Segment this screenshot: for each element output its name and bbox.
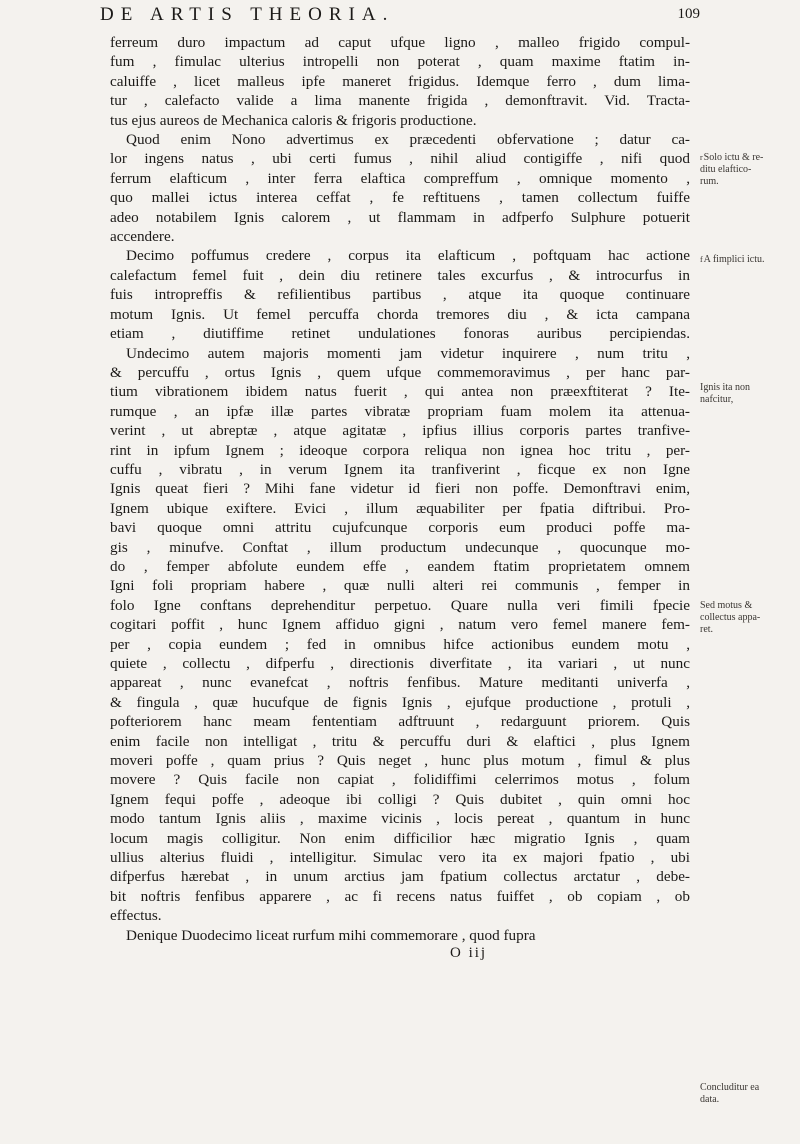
signature-mark: O iij <box>450 945 488 962</box>
text-line: appareat , nunc evanefcat , noftris fenfibus. Mature meditanti univerfa , <box>110 674 690 692</box>
marginal-note-line: data. <box>700 1094 720 1105</box>
marginal-note-line: Solo ictu & re- <box>703 152 764 163</box>
text-line: Undecimo autem majoris momenti jam videtur inquirere , num tritu , <box>126 344 690 362</box>
marginal-note-line: ret. <box>700 624 714 635</box>
text-line: locum magis colligitur. Non enim difficilior hæc migratio Ignis , quam <box>110 829 690 847</box>
text-line: moveri poffe , quam prius ? Quis neget , hunc plus motum , fimul & plus <box>110 752 690 770</box>
marginal-note-line: nafcitur, <box>700 394 734 405</box>
text-line: modo tantum Ignis aliis , maxime vicinis , locis pereat , quantum in hunc <box>110 810 690 828</box>
running-head <box>100 4 700 34</box>
text-line: adeo notabilem Ignis calorem , ut flammam in adfperfo Sulphure potuerit <box>110 208 690 226</box>
page-number: 109 <box>677 6 700 22</box>
marginal-note-line: A fimplici ictu. <box>703 254 765 265</box>
text-line: tus ejus aureos de Mechanica caloris & frigoris productione. <box>110 111 477 129</box>
marginal-note-line: Ignis ita non <box>700 382 750 393</box>
text-line: etiam , diutiffime retinet undulationes fonoras auribus percipiendas. <box>110 325 690 343</box>
marginal-note <box>700 382 798 406</box>
text-line: lor ingens natus , ubi certi fumus , nihil aliud contigiffe , nifi quod <box>110 150 690 168</box>
text-line: & fingula , quæ hucufque de fignis Ignis , ejufque productione , protuli , <box>110 693 690 711</box>
text-line: pofteriorem hanc meam fententiam adftruunt , redarguunt priorem. Quis <box>110 713 690 731</box>
text-line: bavi quoque omni attritu cujufcunque corporis eum produci poffe ma- <box>110 519 690 537</box>
text-line: effectus. <box>110 907 162 925</box>
text-line: cogitari poffit , hunc Ignem affiduo gigni , natum vero femel manere fem- <box>110 616 690 634</box>
text-line: difperfus hærebat , in unum arctius jam fpatium collectus arctatur , debe- <box>110 868 690 886</box>
text-line: Decimo poffumus credere , corpus ita elafticum , poftquam hac actione <box>126 247 690 265</box>
text-line: motum Ignis. Ut femel percuffa chorda tremores diu , & icta campana <box>110 305 690 323</box>
text-line: verint , ut abreptæ , atque agitatæ , ipfius illius corporis partes tranfive- <box>110 422 690 440</box>
text-line: Quod enim Nono advertimus ex præcedenti obfervatione ; datur ca- <box>126 131 690 149</box>
text-line: per , copia eundem ; fed in omnibus hifce actionibus eundem motu , <box>110 635 690 653</box>
marginal-note-line: rum. <box>700 176 719 187</box>
text-line: rint in ipfum Ignem ; ideoque corpora reliqua non ignea hoc tritu , per- <box>110 441 690 459</box>
marginal-notes <box>700 0 798 1144</box>
text-line: accendere. <box>110 228 175 246</box>
text-line: gis , minufve. Conftat , illum productum undecunque , quocunque mo- <box>110 538 690 556</box>
signature-row <box>110 945 690 965</box>
text-line: bit noftris fenfibus apparere , ac fi recens natus fuiffet , ob copiam , ob <box>110 887 690 905</box>
marginal-note <box>700 254 798 266</box>
text-line: enim facile non intelligat , tritu & percuffu duri & elaftici , plus Ignem <box>110 732 690 750</box>
marginal-note <box>700 152 798 188</box>
text-line: caluiffe , licet malleus ipfe maneret frigidus. Idemque ferro , dum lima- <box>110 72 690 90</box>
text-line: Ignem ubique exiftere. Evici , illum æquabiliter per fpatia diftribui. Pro- <box>110 499 690 517</box>
text-line: folo Igne conftans deprehenditur perpetuo. Quare nulla veri fimili fpecie <box>110 596 690 614</box>
text-line: rumque , an ipfæ illæ partes vibratæ propriam fuam molem ita attenua- <box>110 402 690 420</box>
text-line: Ignis queat fieri ? Mihi fane videtur id fieri non poffe. Demonftravi enim, <box>110 480 690 498</box>
text-line: do , femper abfolute eundem effe , eandem ftatim proprietatem omnem <box>110 557 690 575</box>
running-title: DE ARTIS THEORIA. <box>100 4 395 25</box>
text-line: ullius alterius fluidi , intelligitur. Simulac vero ita ex majori fpatio , ubi <box>110 849 690 867</box>
text-line: ferrum elafticum , inter ferra elaftica compreffum , omnique momento , <box>110 169 690 187</box>
marginal-note-line: Sed motus & <box>700 600 753 611</box>
text-line: & percuffu , ortus Ignis , quem ufque commemoravimus , per hanc par- <box>110 363 690 381</box>
text-line: tur , calefacto valide a lima manente frigida , demonftravit. Vid. Tracta- <box>110 92 690 110</box>
marginal-note-line: ditu elaftico- <box>700 164 752 175</box>
marginal-note <box>700 600 798 636</box>
text-line: fum , fimulac ulterius intropelli non poterat , quam maxime ftatim in- <box>110 53 690 71</box>
body-text <box>110 33 690 965</box>
text-line: Ignem fequi poffe , adeoque ibi colligi ? Quis dubitet , quin omni hoc <box>110 790 690 808</box>
marginal-note-line: collectus appa- <box>700 612 761 623</box>
text-line: cuffu , vibratu , in verum Ignem ita tranfiverint , ficque ex non Igne <box>110 460 690 478</box>
note-marker: f <box>700 255 703 264</box>
text-line: Denique Duodecimo liceat rurfum mihi commemorare , quod fupra <box>126 926 536 944</box>
text-line: movere ? Quis facile non capiat , folidiffimi celerrimos motus , folum <box>110 771 690 789</box>
note-marker: r <box>700 153 703 162</box>
text-line: tium vibrationem ibidem natus fuerit , qui antea non præexftiterat ? Ite- <box>110 383 690 401</box>
text-line: calefactum femel fuit , dein diu retinere tales excurfus , & introcurfus in <box>110 266 690 284</box>
marginal-note-line: Concluditur ea <box>700 1082 760 1093</box>
marginal-note <box>700 1082 798 1106</box>
text-line: Igni foli propriam habere , quæ nulli alteri rei communis , femper in <box>110 577 690 595</box>
text-line: quiete , collectu , difperfu , directionis diverfitate , ita variari , ut nunc <box>110 655 690 672</box>
text-line: ferreum duro impactum ad caput ufque ligno , malleo frigido compul- <box>110 34 690 51</box>
text-line: fuis intropreffis & refilientibus partibus , atque ita quoque continuare <box>110 286 690 304</box>
text-line: quo mallei ictus interea ceffat , fe reftituens , tamen collectum fuiffe <box>110 189 690 207</box>
